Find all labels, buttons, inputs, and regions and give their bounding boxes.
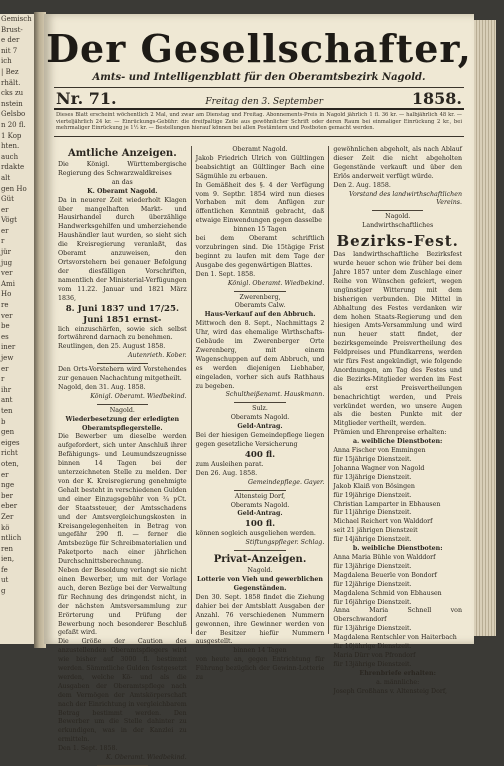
left-page-line: be xyxy=(1,322,10,331)
centered-line: Landwirthschaftliches xyxy=(362,222,434,230)
section-heading: Privat-Anzeigen. xyxy=(213,554,307,566)
left-page-line: ntlich xyxy=(1,534,22,543)
centered-line: Nagold. xyxy=(247,567,273,575)
signature: Schultheißenamt. Hauskmann. xyxy=(225,391,325,399)
paragraph: für 11jährige Dienstzeit. xyxy=(333,509,412,517)
left-page-line: Ho xyxy=(1,290,12,299)
section-heading: Amtliche Anzeigen. xyxy=(67,148,177,159)
paragraph: Johanna Wagner von Nagold xyxy=(333,464,425,472)
left-page-line: r xyxy=(1,375,5,384)
centered-line: Nagold. xyxy=(109,406,135,414)
signature: Gemeindepflege. Gayer. xyxy=(247,478,325,486)
notice-separator xyxy=(234,402,285,403)
notice-separator xyxy=(97,363,148,364)
paragraph: Die Bewerber um dieselbe werden aufgefordert, sich unter Anschluß ihrer Befähigungs- und Leumundszeugnisse binnen 14 Tagen bei der unterzeichneten Stelle zu melden. Der von der K. Kreisregierung genehmigte Gehalt besteht in verschiedenen Gulden und einer Einzugsgebühr von ¾ pCt. der Staatssteuer, der Amtsschadens und der Amtsvergleichungskosten in Kreisangelegenheiten in Betrag von ungefähr 290 fl. — ferner die Amtsbezüge für Schreibmaterialien und Paketporto nach einer jährlichen Durchschnittsberechnung. xyxy=(58,433,187,566)
subscription-terms: Dieses Blatt erscheint wöchentlich 2 Mal, und zwar am Dienstag und Freitag. Abonnements-Preis in Nagold jährlich 1 fl. 36 kr. — halbjährlich 48 kr. — vierteljährlich 24 kr. — Einrückungs-Gebühr: die dreifpaltige Zeile aus gewöhnlicher Schrift oder deren Raum bei einmaliger Einrückung 2 kr., bei mehrmaliger Einrückung je 1½ kr. — Bestellungen hierauf können bei allen Postämtern und Postboten gemacht werden. xyxy=(56,112,462,132)
paragraph: Mittwoch den 8. Sept., Nachmittags 2 Uhr, wird das ehemalige Wirthschafts-Gebäude im Zwerenberger Orte Zwerenberg, mit einem Wagenschuppen auf dem Abbruch, und es werden diejenigen Liebhaber, eingeladen, vorher sich aufs Rathhaus zu begeben. xyxy=(195,320,325,390)
paragraph: Den 30. Sept. 1858 findet die Ziehung dahier bei der Amtsblatt Ausgaben der Anzahl. 76 verschiedenen Nummern gewonnen, ihre Gewinner werden von der Besitzer hiefür Nummern ausgestellt. xyxy=(195,593,325,646)
text-columns xyxy=(54,146,466,762)
issue-date: Freitag den 3. September xyxy=(205,97,324,107)
column-3 xyxy=(328,146,466,695)
paragraph: für 13jährige Dienstzeit. xyxy=(333,660,412,668)
paragraph: Prämien und Ehrenpreise erhalten: xyxy=(333,429,447,437)
signature: Vorstand des landwirthschaftlichen Vereins. xyxy=(348,190,463,207)
left-page-line: alt xyxy=(1,173,11,182)
paragraph: Die Größe der Caution des anzustellenden Oberamtspflegers wird wie bisher auf 3000 fl. bestimmt werden. Sämmtliche Gulden festgesetzt werden, welche Kö- und als die Ausgaben der Oberamtspflege nach dem Vermögen der Amtskörperschaft nach der Einrichtung in vergleichbarem Betrag bestimmt werden. Den Bewerber um die Stelle dahinter zu erkundigen, was in der Kanzlei zu ermitteln. xyxy=(58,638,187,744)
left-page-line: ren xyxy=(1,544,13,553)
left-page-line: 1 Kop xyxy=(1,131,22,140)
terms-rule xyxy=(54,136,464,137)
emphasis-line: 400 fl. xyxy=(244,449,276,460)
centered-line: Oberamts Nagold. xyxy=(230,414,290,422)
paragraph: für 13jährige Dienstzeit. xyxy=(333,625,412,633)
paragraph: Das landwirthschaftliche Bezirksfest wurde heuer schon wie früher bei dem Jahre 1857 unter dem Zuschlage einer Reihe von Wünschen gefeiert, wegen ungünstiger Witterung mit dem bisherigen verbunden. Die Mittel in Abhaltung des Festes verdanken wir dem hohen Staats-Regierung und den hiesigen Amts-Versammlung und wird nun heuer statt findet, der bezirksgemeinde Preisvertheilung des Feldpreises und Pfundkarrens, werden wir fürs Fest angekündigt, wie folgende Anordnungen, am Tag des Festes und die Bezirks-Mitglieder werden im Fest als erst Preisvertheilungen benachrichtigt werden, und Preis verkündet werden, wo unsere Augen als die besten Punkte mit der Mitglieder vertheilt, werden. xyxy=(333,251,463,428)
centered-line: Oberamt Nagold. xyxy=(232,146,288,153)
notice-separator xyxy=(234,550,285,551)
paragraph: seit 21 jährigen Dienstzeit xyxy=(333,527,418,535)
paragraph: Anna Maria Schnell von Oberschwandorf xyxy=(333,607,463,624)
paragraph: können sogleich ausgeliehen werden. xyxy=(195,530,316,538)
left-page-line: es xyxy=(1,332,9,341)
paragraph: gewöhnlichen abgeholt, als nach Ablauf dieser Zeit die nicht abgeholten Gegenstände verkauft und über den Erlös anderweit verfügt würde. xyxy=(333,146,463,180)
left-page-line: b xyxy=(1,417,6,426)
left-page-line: jew xyxy=(1,354,14,362)
left-page-line: ver xyxy=(1,311,13,320)
paragraph: Neben der Besoldung verlangt sie nicht einen Bewerber, um mit der Vorlage auch, deren Bezüge bei der Verwaltung für Rechnung des dringendst nicht, in der nächsten Amtsversammlung zur Erörterung und Prüfung der Bewerbung noch besonderer Beschluß gefaßt wird. xyxy=(58,567,187,637)
notice-title: Wiederbesetzung der erledigten Oberamtspflegerstelle. xyxy=(65,415,180,432)
notice-title: a. weibliche Dienstboten: xyxy=(352,438,443,446)
left-page-line: auch xyxy=(1,152,19,161)
centered-line: a. männliche: xyxy=(376,678,420,686)
left-page-line: cks zu xyxy=(1,89,24,98)
left-page-line: jür xyxy=(1,248,12,257)
column-2 xyxy=(191,146,329,682)
left-page-line: eiges xyxy=(1,438,20,447)
left-page-line: rdakte xyxy=(1,163,25,172)
paragraph: Jakob Klaiß von Bösingen xyxy=(333,482,415,490)
paragraph: für 15jährige Dienstzeit. xyxy=(333,456,412,463)
issue-number: Nr. 71. xyxy=(56,89,117,108)
notice-separator xyxy=(234,291,285,292)
left-page-line: er xyxy=(1,226,9,235)
notice-title: Geld-Antrag. xyxy=(237,423,283,431)
left-page-line: er xyxy=(1,205,9,214)
centered-line: Sulz. xyxy=(252,405,268,413)
centered-line: Zwerenberg, xyxy=(239,293,281,301)
page-edges xyxy=(474,20,496,636)
left-page-line: Brust- xyxy=(1,25,23,34)
left-page-line: re xyxy=(1,301,9,310)
notice-separator xyxy=(97,404,148,405)
left-page-line: oten, xyxy=(1,459,19,468)
emphasis-line: 8. Juni 1837 und 17/25. Juni 1851 ernst- xyxy=(65,303,179,325)
paragraph: Den Orts-Vorstehern wird Vorstehendes zur genauen Nachachtung mitgetheilt. xyxy=(58,366,187,383)
left-page-line: ber xyxy=(1,491,13,500)
notice-title: Haus-Verkauf auf den Abbruch. xyxy=(204,311,316,319)
left-page-line: gen xyxy=(1,428,15,437)
left-page-line: ten xyxy=(1,406,13,415)
left-page-line: er xyxy=(1,364,9,373)
paragraph: Maria Dürr von Pfrondorf xyxy=(333,651,416,659)
issue-rule xyxy=(54,108,464,110)
centered-line: Nagold. xyxy=(385,213,411,221)
paragraph: Die Königl. Württembergische Regierung des Schwarzwaldkreises xyxy=(58,161,187,177)
paragraph: Magdalena Schmid von Ebhausen xyxy=(333,589,442,597)
notice-title: K. Oberamt Nagold. xyxy=(87,187,158,195)
paragraph: für 13jährige Dienstzeit. xyxy=(333,562,412,570)
emphasis-line: 100 fl. xyxy=(244,519,276,530)
signature: Königl. Oberamt. Wiedbekind. xyxy=(90,392,187,400)
left-page-line: iner xyxy=(1,343,16,352)
notice-separator xyxy=(372,210,423,211)
paragraph: für 13jährige Dienstzeit. xyxy=(333,473,412,481)
left-page-line: nstein xyxy=(1,99,23,108)
paragraph: In Gemäßheit des §. 4 der Verfügung vom 9. Septbr. 1854 wird nun dieses Vorhaben mit dem Anfügen zur öffentlichen Kenntniß gebracht, daß etwaige Einwendungen gegen dasselbe xyxy=(195,181,325,225)
paragraph: Den 2. Aug. 1858. xyxy=(333,181,391,189)
paragraph: Anna Maria Bühle von Walddorf xyxy=(333,553,436,561)
masthead-title: Der Gesellschafter, xyxy=(46,26,472,71)
left-page-line: ich xyxy=(1,57,12,66)
paragraph: bei dem Oberamt schriftlich vorzubringen sind. Die 15tägige Frist beginnt zu laufen mit dem Tage der Ausgabe des gegenwärtigen Blattes. xyxy=(195,235,325,269)
notice-separator xyxy=(234,490,285,491)
column-1 xyxy=(54,146,191,762)
newspaper-page xyxy=(44,14,474,762)
paragraph: für 10jährige Dienstzeit. xyxy=(333,643,412,651)
paragraph: zum Ausleihen parat. xyxy=(195,460,264,468)
left-page-line: ihr xyxy=(1,385,12,394)
paragraph: Bei der hiesigen Gemeindepflege liegen gegen gesetzliche Versicherung xyxy=(195,432,325,448)
left-page-line: ut xyxy=(1,576,9,585)
left-page-line: Zer xyxy=(1,512,14,521)
centered-line: an das xyxy=(111,178,133,186)
left-page-line: fe xyxy=(1,565,8,574)
paragraph: für 12jährige Dienstzeit. xyxy=(333,580,412,588)
left-page-line: kö xyxy=(1,523,10,532)
left-page-line: | Bez xyxy=(1,67,19,76)
left-page-line: r xyxy=(1,237,5,246)
notice-title: Lotterie von Vieh und gewerblichen Gegenständen. xyxy=(196,576,324,592)
left-page-line: Vögt xyxy=(1,216,17,225)
masthead-subtitle: Amts- und Intelligenzblatt für den Oberamtsbezirk Nagold. xyxy=(92,72,426,83)
centered-line: Altensteig Dorf, xyxy=(234,492,286,500)
paragraph: Reutlingen, den 25. August 1858. xyxy=(58,343,166,351)
paragraph: für 14jährige Dienstzeit. xyxy=(333,536,412,544)
notice-title: Geld-Antrag. xyxy=(237,510,283,518)
left-page-line: ant xyxy=(1,396,13,405)
left-page-line: er xyxy=(1,470,9,479)
paragraph: Joseph Großhans v. Altensteig Dorf, xyxy=(333,687,448,695)
left-page-line: eber xyxy=(1,502,18,511)
notice-title: b. weibliche Dienstboten: xyxy=(352,545,443,553)
left-page-line: jug xyxy=(1,258,13,267)
centered-line: binnen 14 Tagen xyxy=(233,647,287,655)
paragraph: von heute an, gegen Entrichtung für Führung bezüglich der Gewinn-Lotterie zu xyxy=(195,656,325,682)
centered-line: Oberamts Nagold. xyxy=(230,501,290,509)
signature: Königl. Oberamt. Wiedbekind. xyxy=(227,279,325,287)
paragraph: Christian Lamparter in Ebhausen xyxy=(333,500,441,508)
paragraph: Magdalena Rentschler von Haiterbach xyxy=(333,634,457,642)
signature: Stiftungspfleger. Schlag. xyxy=(245,539,325,547)
issue-row xyxy=(56,89,462,107)
issue-year: 1858. xyxy=(411,89,462,108)
section-heading: Bezirks-Fest. xyxy=(336,232,459,251)
paragraph: für 16jährige Dienstzeit. xyxy=(333,598,412,606)
paragraph: Den 1. Sept. 1858. xyxy=(195,270,256,278)
signature: K. Oberamt. Wiedbekind. xyxy=(105,754,187,762)
paragraph: Nagold, den 31. Aug. 1858. xyxy=(58,383,146,391)
paragraph: Den 26. Aug. 1858. xyxy=(195,469,258,477)
left-page-line: hten. xyxy=(1,142,20,151)
paragraph: Anna Fischer von Emmingen xyxy=(333,447,426,455)
left-page-line: n 20 fl. xyxy=(1,120,26,129)
paragraph: lich einzuschärfen, sowie sich selbst fortwährend darnach zu benehmen. xyxy=(58,325,187,342)
paragraph: Magdalena Beuerle von Bondorf xyxy=(333,571,437,579)
centered-line: binnen 15 Tagen xyxy=(233,226,287,234)
centered-line: Oberamts Calw. xyxy=(234,302,286,310)
paragraph: Jakob Friedrich Ulrich von Gültlingen beabsichtigt an Gültlinger Bach eine Sägmühle zu erbauen. xyxy=(195,154,325,180)
paragraph: Da in neuerer Zeit wiederholt Klagen über mangelhaften Markt- und Hausirhandel durch überzählige Handwerksgehilfen und umherziehende Haushändler laut wurden, so sieht sich die Kreisregierung veranlaßt, das Oberamt anzuweisen, den Ortsvorstehern bei genauer Befolgung der diesfälligen Vorschriften, namentlich der Ministerial-Verfügungen vom 11.22. Januar und 1821 März 1836, xyxy=(58,196,187,302)
paragraph: für 19jährige Dienstzeit. xyxy=(333,491,412,499)
left-page-line: Gelsbo xyxy=(1,110,26,119)
left-page-line: Ami xyxy=(1,279,15,288)
signature: Autenrieth. Kober. xyxy=(128,352,187,360)
left-page-line: Güt xyxy=(1,195,14,204)
left-page-line: ien, xyxy=(1,555,15,564)
left-page-line: gen Ho xyxy=(1,184,27,193)
left-page-line: g xyxy=(1,587,6,596)
left-page-line: Gemisch xyxy=(1,15,32,23)
notice-title: Ehrenbriefe erhalten: xyxy=(359,669,436,677)
header-rule xyxy=(54,87,464,88)
adjacent-left-page xyxy=(0,14,36,644)
paragraph: Den 1. Sept. 1858. xyxy=(58,745,118,753)
left-page-line: rhält. xyxy=(1,78,21,87)
left-page-line: nit 7 xyxy=(1,46,18,55)
left-page-line: ver xyxy=(1,269,13,278)
left-page-line: nge xyxy=(1,481,15,490)
left-page-line: richt xyxy=(1,449,18,458)
left-page-line: e der xyxy=(1,36,20,45)
paragraph: Michael Reichert von Walddorf xyxy=(333,518,433,526)
